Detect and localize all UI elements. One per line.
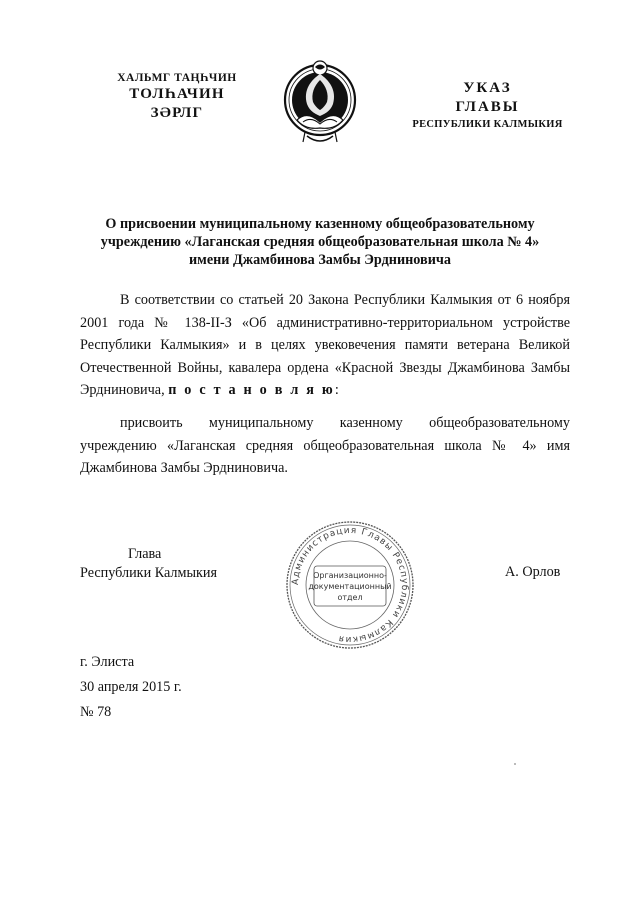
paragraph-decision: присвоить муниципальному казенному общеобразовательному учреждению «Лаганская средняя общеобразовательная школа № 4» имя Джамбинова Замбы Эрдниновича. <box>80 415 570 476</box>
stamp-inner-line1: Организационно- <box>313 571 387 580</box>
footer-city: г. Элиста <box>80 654 135 670</box>
signatory-name: А. Орлов <box>505 564 561 580</box>
header-right-line3: РЕСПУБЛИКИ КАЛМЫКИЯ <box>412 119 563 130</box>
title-line: учреждению «Лаганская средняя общеобразовательная школа № 4» <box>100 234 540 250</box>
title-line: имени Джамбинова Замбы Эрдниновича <box>189 252 451 268</box>
document-footer <box>80 650 182 725</box>
official-stamp <box>284 520 416 650</box>
paragraph-preamble <box>80 289 570 402</box>
decree-colon: : <box>334 382 339 398</box>
stamp-inner-line3: отдел <box>337 593 363 602</box>
footer-date: 30 апреля 2015 г. <box>80 679 182 695</box>
preamble-text: В соответствии со статьей 20 Закона Республики Калмыкия от 6 ноября 2001 года № 138-II-З «Об административно-территориальном устройстве Республики Калмыкия» и в целях увековечения памяти ветерана Великой Отечественной Войны, кавалера ордена «Красной Звезды Джамбинова Замбы Эрдниновича, <box>80 292 570 398</box>
header-right-line2: ГЛАВЫ <box>455 99 520 115</box>
signatory-title-line2: Республики Калмыкия <box>80 565 218 581</box>
document-title <box>70 215 570 269</box>
signatory-title <box>80 545 217 583</box>
scan-speck <box>514 763 516 765</box>
stamp-outer-text: Администрация Главы Республики Калмыкия <box>290 525 410 645</box>
header-right-line1: УКАЗ <box>463 80 512 96</box>
header-right-block <box>400 80 575 130</box>
kalmykia-coat-of-arms-icon <box>283 50 357 150</box>
stamp-inner-line2: документационный <box>308 582 392 591</box>
footer-number: № 78 <box>80 704 112 720</box>
header-left-line3: ЗӘРЛГ <box>150 105 204 121</box>
title-line: О присвоении муниципальному казенному общеобразовательному <box>105 216 535 232</box>
signatory-title-line1: Глава <box>128 546 162 562</box>
header-left-line2: ТОЛҺАЧИН <box>129 86 225 102</box>
decree-word: п о с т а н о в л я ю <box>168 382 335 398</box>
header-left-block <box>92 72 262 122</box>
header-left-line1: ХАЛЬМГ ТАҢҺЧИН <box>117 72 237 84</box>
